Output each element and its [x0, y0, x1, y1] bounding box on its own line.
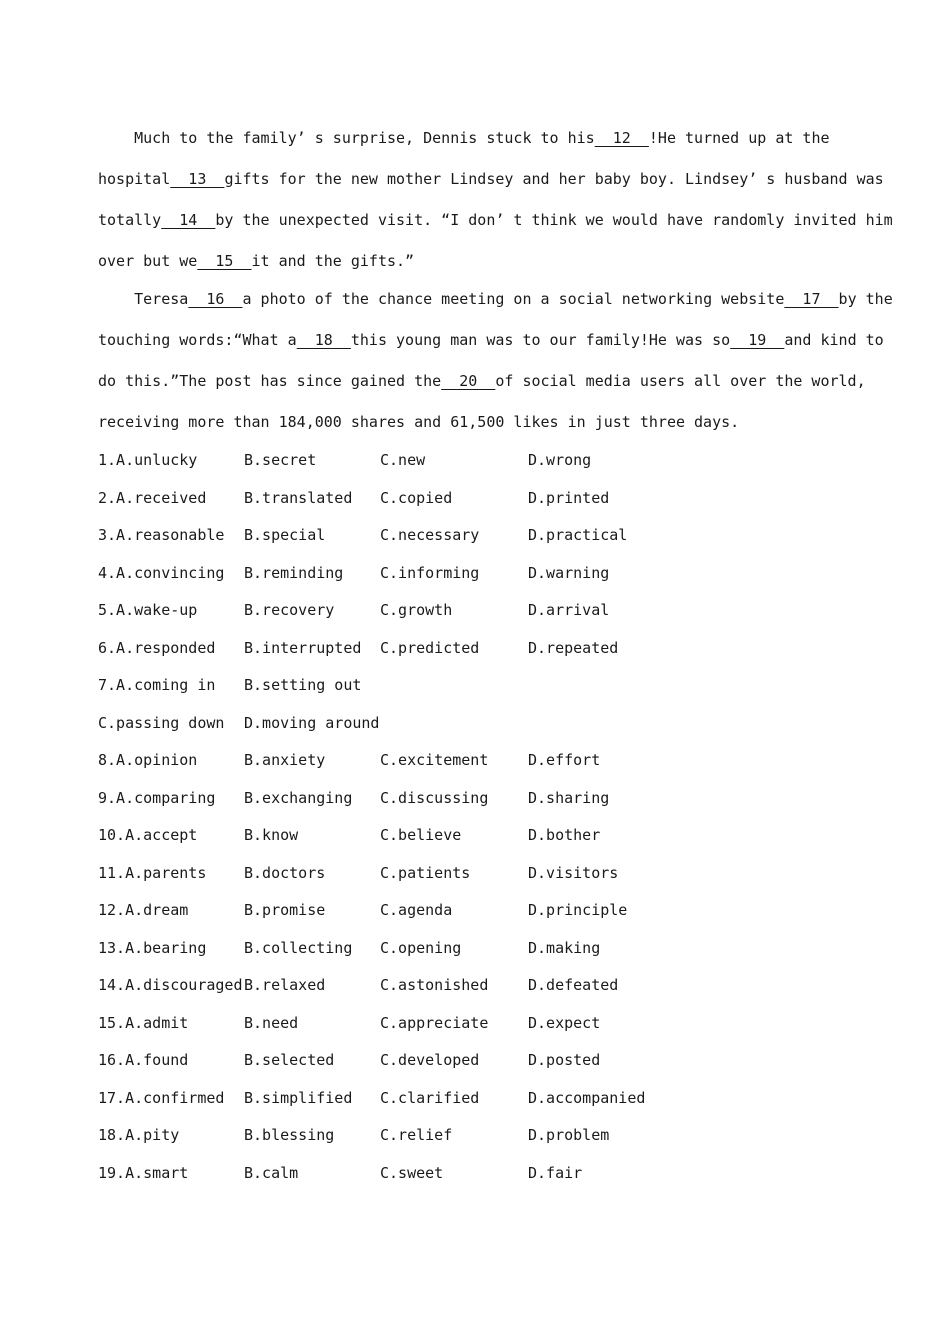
text-line — [98, 241, 858, 282]
option-choice: B.anxiety — [244, 751, 326, 769]
text-segment: by the — [838, 290, 893, 308]
option-choice: 10.A.accept — [98, 826, 198, 844]
text-segment: do this.”The post has since gained the — [98, 372, 442, 390]
option-choice: 4.A.convincing — [98, 563, 225, 582]
option-choice: B.selected — [244, 1051, 335, 1069]
option-row — [98, 480, 858, 518]
text-segment: totally — [98, 211, 162, 229]
option-choice: C.clarified — [380, 1088, 480, 1107]
text-segment: this young man was to our family!He was so — [350, 331, 731, 349]
option-choice: C.copied — [380, 488, 453, 507]
option-choice: 14.A.discouraged — [98, 976, 243, 994]
text-line — [98, 118, 858, 159]
text-line — [98, 402, 858, 443]
option-choice: 3.A.reasonable — [98, 526, 225, 544]
option-choice: 7.A.coming in — [98, 676, 216, 694]
option-choice: C.predicted — [380, 638, 480, 657]
option-row — [98, 555, 858, 593]
option-choice: D.practical — [528, 526, 628, 544]
option-row — [98, 442, 858, 480]
option-choice: C.informing — [380, 563, 480, 582]
option-choice: 2.A.received — [98, 488, 207, 507]
option-row — [98, 1117, 858, 1155]
option-choice: B.blessing — [244, 1126, 335, 1144]
option-choice: B.collecting — [244, 938, 353, 957]
option-choice: B.doctors — [244, 863, 326, 882]
option-choice: B.translated — [244, 488, 353, 507]
text-line — [98, 361, 866, 402]
option-choice: B.reminding — [244, 563, 344, 582]
option-row — [98, 817, 858, 855]
option-choice: 11.A.parents — [98, 863, 207, 882]
option-choice: B.simplified — [244, 1088, 353, 1107]
option-choice: 1.A.unlucky — [98, 451, 198, 469]
option-row — [98, 592, 858, 630]
text-segment: !He turned up at the — [648, 129, 830, 147]
option-choice: C.agenda — [380, 901, 453, 919]
option-choice: B.calm — [244, 1163, 299, 1182]
option-row — [98, 517, 858, 555]
option-choice: B.exchanging — [244, 788, 353, 807]
text-segment: touching words:“What a — [98, 331, 297, 349]
option-choice: C.passing down — [98, 713, 225, 732]
option-row — [98, 630, 858, 668]
option-choice: C.necessary — [380, 526, 480, 544]
option-row — [98, 1080, 858, 1118]
option-choice: D.wrong — [528, 451, 592, 469]
text-segment: receiving more than 184,000 shares and 61,500 likes in just three days. — [98, 413, 740, 431]
option-choice: 6.A.responded — [98, 638, 216, 657]
text-segment: it and the gifts.” — [251, 252, 415, 270]
option-choice: 17.A.confirmed — [98, 1088, 225, 1107]
text-line — [98, 200, 893, 241]
option-choice: B.relaxed — [244, 976, 326, 994]
blank-number: 15 — [197, 252, 252, 270]
option-choice: C.new — [380, 451, 426, 469]
option-row — [98, 742, 858, 780]
passage-paragraph-1 — [98, 118, 893, 282]
option-choice: C.patients — [380, 863, 471, 882]
option-choice: 15.A.admit — [98, 1013, 189, 1032]
option-choice: D.posted — [528, 1051, 601, 1069]
option-row — [98, 1155, 858, 1193]
text-segment: of social media users all over the world, — [495, 372, 866, 390]
option-choice: D.making — [528, 938, 601, 957]
option-choice: C.astonished — [380, 976, 489, 994]
option-choice: D.principle — [528, 901, 628, 919]
text-line — [98, 320, 884, 361]
option-choice: C.excitement — [380, 751, 489, 769]
option-choice: D.problem — [528, 1126, 610, 1144]
text-segment: Much to the family’ s surprise, Dennis stuck to his — [98, 129, 595, 147]
text-segment: hospital — [98, 170, 171, 188]
option-choice: B.recovery — [244, 601, 335, 619]
option-choice: C.developed — [380, 1051, 480, 1069]
option-row — [98, 930, 858, 968]
option-choice: B.interrupted — [244, 638, 362, 657]
text-line — [98, 159, 884, 200]
option-choice: C.believe — [380, 826, 462, 844]
option-choice: 8.A.opinion — [98, 751, 198, 769]
option-choice: D.bother — [528, 826, 601, 844]
option-row — [98, 667, 858, 705]
option-choice: C.growth — [380, 601, 453, 619]
option-choice: D.defeated — [528, 976, 619, 994]
option-choice: B.secret — [244, 451, 317, 469]
option-choice: C.opening — [380, 938, 462, 957]
text-segment: and kind to — [784, 331, 884, 349]
option-choice: D.arrival — [528, 601, 610, 619]
blank-number: 20 — [441, 372, 496, 390]
blank-number: 19 — [730, 331, 785, 349]
option-choice: B.need — [244, 1013, 299, 1032]
answer-options — [98, 442, 858, 1192]
option-row — [98, 1005, 858, 1043]
option-choice: C.discussing — [380, 788, 489, 807]
option-choice: D.sharing — [528, 788, 610, 807]
option-row — [98, 705, 858, 743]
option-choice: D.repeated — [528, 638, 619, 657]
option-choice: 5.A.wake-up — [98, 601, 198, 619]
option-choice: C.appreciate — [380, 1013, 489, 1032]
blank-number: 14 — [161, 211, 216, 229]
option-choice: 18.A.pity — [98, 1126, 180, 1144]
option-choice: D.accompanied — [528, 1088, 646, 1107]
blank-number: 16 — [188, 290, 243, 308]
text-segment: by the unexpected visit. “I don’ t think we would have randomly invited him — [215, 211, 893, 229]
option-choice: D.fair — [528, 1163, 583, 1182]
option-choice: 12.A.dream — [98, 901, 189, 919]
option-choice: 13.A.bearing — [98, 938, 207, 957]
option-choice: D.warning — [528, 563, 610, 582]
option-choice: 9.A.comparing — [98, 788, 216, 807]
blank-number: 17 — [784, 290, 839, 308]
text-segment: a photo of the chance meeting on a social networking website — [242, 290, 785, 308]
text-segment: gifts for the new mother Lindsey and her baby boy. Lindsey’ s husband was — [224, 170, 884, 188]
option-row — [98, 780, 858, 818]
option-choice: B.setting out — [244, 676, 362, 694]
option-row — [98, 892, 858, 930]
option-choice: D.effort — [528, 751, 601, 769]
option-row — [98, 855, 858, 893]
option-row — [98, 967, 858, 1005]
text-segment: Teresa — [98, 290, 189, 308]
text-line — [98, 279, 893, 320]
option-choice: B.promise — [244, 901, 326, 919]
option-choice: D.moving around — [244, 713, 380, 732]
option-choice: D.expect — [528, 1013, 601, 1032]
option-choice: C.relief — [380, 1126, 453, 1144]
blank-number: 13 — [170, 170, 225, 188]
option-choice: D.printed — [528, 488, 610, 507]
option-choice: B.know — [244, 826, 299, 844]
option-choice: D.visitors — [528, 863, 619, 882]
blank-number: 12 — [594, 129, 649, 147]
passage-paragraph-2 — [98, 279, 893, 443]
option-choice: C.sweet — [380, 1163, 444, 1182]
option-row — [98, 1042, 858, 1080]
option-choice: 19.A.smart — [98, 1163, 189, 1182]
option-choice: 16.A.found — [98, 1051, 189, 1069]
option-choice: B.special — [244, 526, 326, 544]
text-segment: over but we — [98, 252, 198, 270]
blank-number: 18 — [296, 331, 351, 349]
